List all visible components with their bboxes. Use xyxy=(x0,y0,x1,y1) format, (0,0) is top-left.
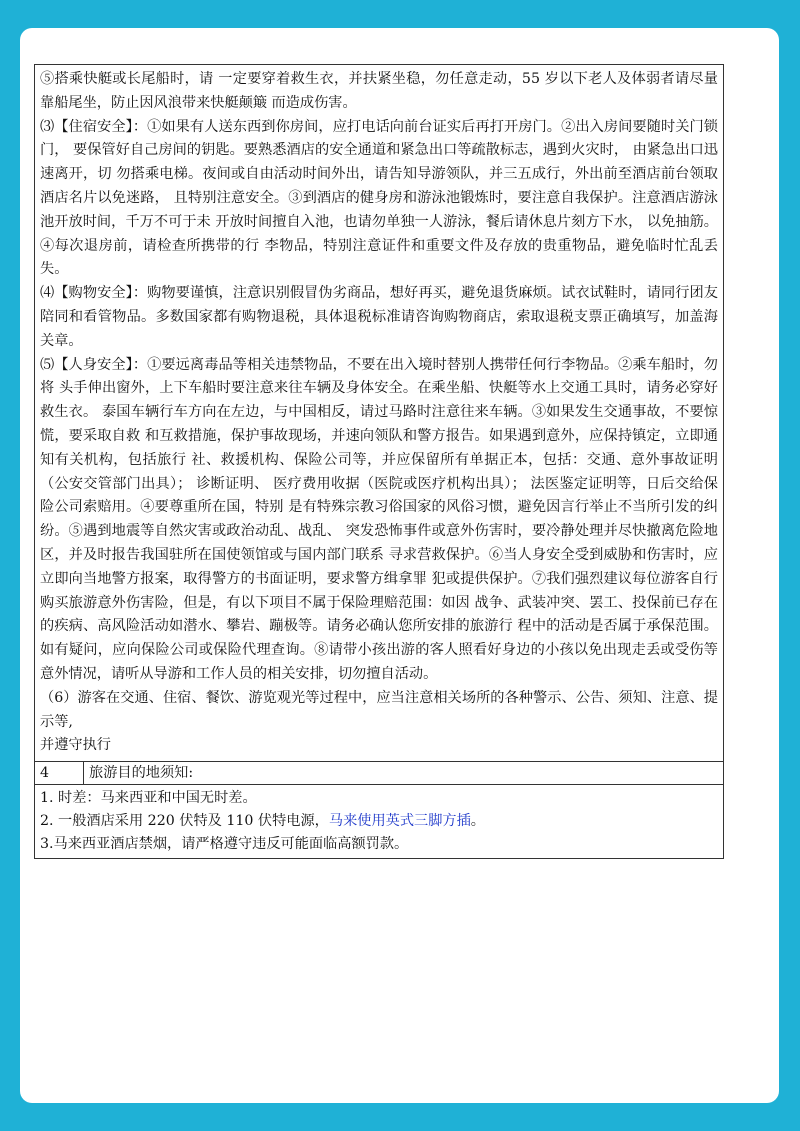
table-row-section4-body xyxy=(35,785,724,859)
section-number: 4 xyxy=(35,762,84,785)
paragraph-warnings: （6）游客在交通、住宿、餐饮、游览观光等过程中，应当注意相关场所的各种警示、公告、须知、注意、提示等, xyxy=(40,689,718,730)
note-power-supply xyxy=(40,810,718,833)
info-table xyxy=(34,64,724,859)
power-supply-text: 2. 一般酒店采用 220 伏特及 110 伏特电源， xyxy=(40,813,329,830)
paragraph-boat-safety: ⑤搭乘快艇或长尾船时，请 一定要穿着救生衣，并扶紧坐稳，勿任意走动，55 岁以下老人及体弱者请尽量靠船尾坐，防止因风浪带来快艇颠簸 而造成伤害。 xyxy=(40,71,718,111)
table-row-safety xyxy=(35,65,724,762)
section-title: 旅游目的地须知: xyxy=(84,762,724,785)
power-supply-end: 。 xyxy=(470,813,485,830)
destination-notes-cell xyxy=(35,785,724,859)
note-time-difference: 1. 时差：马来西亚和中国无时差。 xyxy=(40,790,257,807)
safety-notes-cell xyxy=(35,65,724,762)
paragraph-comply: 并遵守执行 xyxy=(40,737,111,754)
note-no-smoking: 3.马来西亚酒店禁烟，请严格遵守违反可能面临高额罚款。 xyxy=(40,836,409,853)
paragraph-personal-safety: ⑸【人身安全】：①要远离毒品等相关违禁物品，不要在出入境时替别人携带任何行李物品。②乘车船时，勿将 头手伸出窗外，上下车船时要注意来往车辆及身体安全。在乘坐船、快艇等水上交通工具时，请务必穿好救生衣。 泰国车辆行车方向在左边，与中国相反，请过马路时注意往来车辆。③如果发生交通事故，不要惊慌，要采取自救 和互救措施，保护事故现场，并速向领队和警方报告。如果遇到意外，应保持镇定，立即通知有关机构，包括旅行 社、救援机构、保险公司等，并应保留所有单据正本，包括：交通、意外事故证明（公安交管部门出具）； 诊断证明、 医疗费用收据（医院或医疗机构出具）； 法医鉴定证明等，日后交给保险公司索赔用。④要尊重所在国，特别 是有特殊宗教习俗国家的风俗习惯，避免因言行举止不当所引发的纠纷。⑤遇到地震等自然灾害或政治动乱、战乱、 突发恐怖事件或意外伤害时，要冷静处理并尽快撤离危险地区，并及时报告我国驻所在国使领馆或与国内部门联系 寻求营救保护。⑥当人身安全受到威胁和伤害时，应立即向当地警方报案，取得警方的书面证明，要求警方缉拿罪 犯或提供保护。⑦我们强烈建议每位游客自行购买旅游意外伤害险，但是，有以下项目不属于保险理赔范围：如因 战争、武装冲突、罢工、投保前已存在的疾病、高风险活动如潜水、攀岩、蹦极等。请务必确认您所安排的旅游行 程中的活动是否属于承保范围。如有疑问，应向保险公司或保险代理查询。⑧请带小孩出游的客人照看好身边的小孩以免出现走丢或受伤等意外情况，请听从导游和工作人员的相关安排，切勿擅自活动。 xyxy=(40,356,718,682)
paragraph-shopping-safety: ⑷【购物安全】：购物要谨慎，注意识别假冒伪劣商品，想好再买，避免退货麻烦。试衣试鞋时，请同行团友陪同和看管物品。多数国家都有购物退税，具体退税标准请咨询购物商店，索取退税支票正确填写，加盖海关章。 xyxy=(40,285,718,349)
power-plug-highlight: 马来使用英式三脚方插 xyxy=(328,813,471,830)
table-row-section4-header xyxy=(35,762,724,785)
paragraph-accommodation-safety: ⑶【住宿安全】：①如果有人送东西到你房间，应打电话向前台证实后再打开房门。②出入房间要随时关门锁门， 要保管好自己房间的钥匙。要熟悉酒店的安全通道和紧急出口等疏散标志，遇到火灾时， 由紧急出口迅速离开，切 勿搭乘电梯。夜间或自由活动时间外出，请告知导游领队，并三五成行，外出前至酒店前台领取酒店名片以免迷路， 且特别注意安全。③到酒店的健身房和游泳池锻炼时，要注意自我保护。注意酒店游泳池开放时间，千万不可于未 开放时间擅自入池，也请勿单独一人游泳，餐后请休息片刻方下水， 以免抽筋。④每次退房前，请检查所携带的行 李物品，特别注意证件和重要文件及存放的贵重物品，避免临时忙乱丢失。 xyxy=(40,118,718,278)
